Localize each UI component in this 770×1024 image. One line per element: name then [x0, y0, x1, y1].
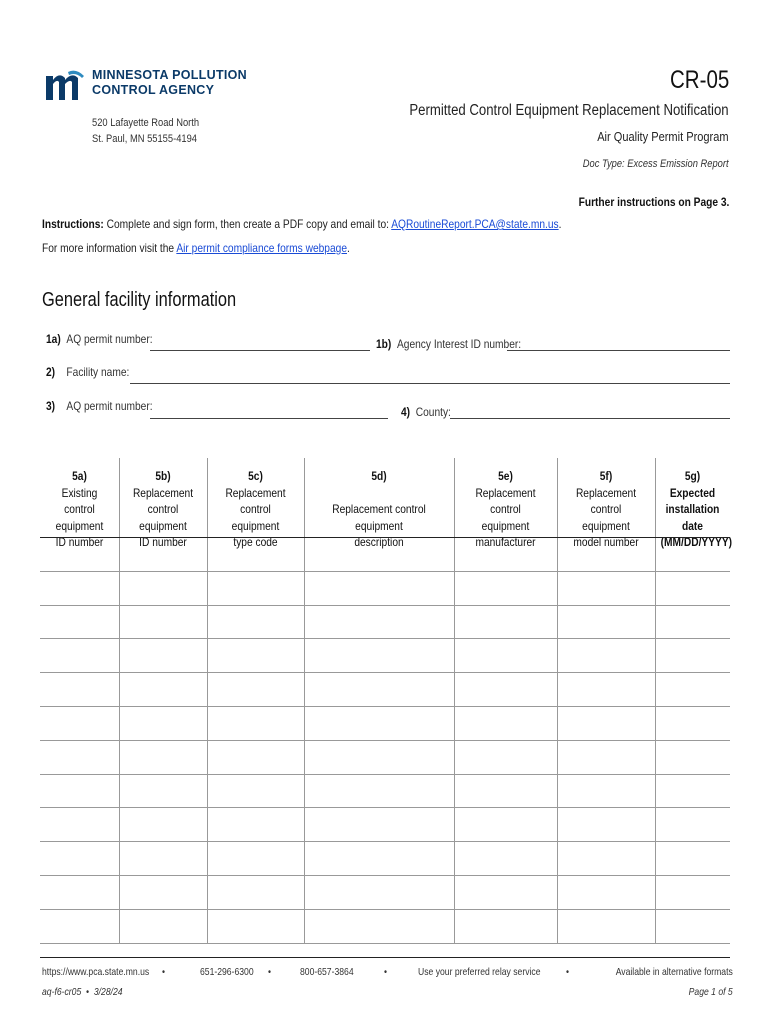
mpca-logo-icon [46, 70, 86, 100]
table-cell-input[interactable] [306, 539, 452, 569]
table-cell-input[interactable] [42, 573, 117, 603]
agency-interest-id-input[interactable] [507, 350, 730, 351]
table-cell-input[interactable] [456, 809, 555, 839]
table-cell-input[interactable] [42, 708, 117, 738]
table-row-rule [40, 909, 730, 910]
table-cell-input[interactable] [657, 674, 728, 704]
table-cell-input[interactable] [306, 843, 452, 873]
footer-bullet: • [566, 966, 570, 978]
instructions-text: Complete and sign form, then create a PDF copy and email to: [103, 217, 392, 231]
footer-bullet: • [268, 966, 272, 978]
table-cell-input[interactable] [456, 843, 555, 873]
column-label-line: equipment [231, 518, 280, 533]
footer-code: aq-f6-cr05 [42, 986, 82, 998]
footer-rule [40, 957, 730, 958]
table-cell-input[interactable] [456, 742, 555, 772]
table-cell-input[interactable] [559, 809, 653, 839]
agency-name-line2: CONTROL AGENCY [92, 83, 215, 97]
column-number: 5g) [684, 469, 701, 483]
field-2-label [46, 365, 129, 379]
table-cell-input[interactable] [42, 539, 117, 569]
footer-bullet: • [162, 966, 166, 978]
table-cell-input[interactable] [456, 573, 555, 603]
column-divider [304, 458, 305, 943]
column-label-line: description [354, 535, 404, 549]
table-cell-input[interactable] [42, 809, 117, 839]
facility-name-input[interactable] [130, 383, 730, 384]
field-2-number: 2) [46, 365, 56, 379]
column-label-line: equipment [55, 518, 104, 533]
table-cell-input[interactable] [456, 776, 555, 806]
county-input[interactable] [450, 418, 730, 419]
table-cell-input[interactable] [121, 843, 205, 873]
table-cell-input[interactable] [209, 809, 302, 839]
column-divider [557, 458, 558, 943]
table-cell-input[interactable] [209, 573, 302, 603]
table-cell-input[interactable] [559, 708, 653, 738]
table-row-rule [40, 807, 730, 808]
column-divider [655, 458, 656, 943]
table-cell-input[interactable] [121, 911, 205, 941]
footer-url[interactable]: https://www.pca.state.mn.us [42, 966, 150, 978]
table-cell-input[interactable] [559, 742, 653, 772]
table-cell-input[interactable] [121, 877, 205, 907]
footer-relay: Use your preferred relay service [418, 966, 541, 978]
instructions-end: . [558, 217, 562, 231]
table-cell-input[interactable] [456, 674, 555, 704]
footer-bullet: • [384, 966, 388, 978]
doc-type: Doc Type: Excess Emission Report [583, 158, 729, 170]
field-1a-label [46, 332, 153, 346]
field-1a-number: 1a) [46, 332, 61, 346]
table-cell-input[interactable] [121, 742, 205, 772]
table-cell-input[interactable] [456, 708, 555, 738]
column-divider [207, 458, 208, 943]
table-row-rule [40, 774, 730, 775]
table-cell-input[interactable] [657, 607, 728, 637]
table-cell-input[interactable] [209, 607, 302, 637]
field-1a-text: AQ permit number: [66, 332, 153, 346]
footer-formats: Available in alternative formats [615, 966, 733, 978]
table-cell-input[interactable] [42, 843, 117, 873]
column-number: 5a) [72, 469, 87, 483]
table-cell-input[interactable] [306, 640, 452, 670]
table-cell-input[interactable] [209, 843, 302, 873]
column-label-line: control equipment [139, 502, 187, 533]
table-cell-input[interactable] [306, 742, 452, 772]
form-title: Permitted Control Equipment Replacement Notification [409, 102, 729, 119]
field-4-number: 4) [401, 405, 411, 419]
table-cell-input[interactable] [42, 607, 117, 637]
table-cell-input[interactable] [456, 640, 555, 670]
footer-code-line [42, 986, 123, 998]
table-cell-input[interactable] [306, 877, 452, 907]
address-line1: 520 Lafayette Road North [92, 117, 200, 129]
instructions-line [42, 217, 561, 231]
column-number: 5f) [599, 469, 613, 483]
table-cell-input[interactable] [42, 776, 117, 806]
table-cell-input[interactable] [559, 539, 653, 569]
field-4-text: County: [415, 405, 451, 419]
table-cell-input[interactable] [42, 911, 117, 941]
field-1b-number: 1b) [376, 337, 392, 351]
table-row-rule [40, 672, 730, 673]
table-cell-input[interactable] [121, 809, 205, 839]
table-cell-input[interactable] [657, 742, 728, 772]
column-number: 5e) [498, 469, 513, 483]
field-1b-text: Agency Interest ID number: [396, 337, 522, 351]
column-number: 5c) [248, 469, 263, 483]
address-line2: St. Paul, MN 55155-4194 [92, 133, 198, 145]
form-id: CR-05 [669, 66, 729, 94]
table-cell-input[interactable] [657, 708, 728, 738]
column-label-line: installation date [665, 502, 720, 533]
header-rule [40, 537, 730, 538]
table-row-rule [40, 740, 730, 741]
column-label-line: Replacement [132, 485, 194, 500]
table-cell-input[interactable] [209, 776, 302, 806]
agency-address [92, 115, 199, 147]
table-cell-input[interactable] [559, 573, 653, 603]
table-row-rule [40, 605, 730, 606]
table-cell-input[interactable] [209, 742, 302, 772]
table-cell-input[interactable] [306, 809, 452, 839]
table-cell-input[interactable] [657, 911, 728, 941]
column-number: 5b) [155, 469, 171, 483]
table-row-rule [40, 706, 730, 707]
table-cell-input[interactable] [209, 877, 302, 907]
column-label-line: Replacement control [475, 485, 536, 516]
table-cell-input[interactable] [657, 640, 728, 670]
table-cell-input[interactable] [559, 911, 653, 941]
program-name: Air Quality Permit Program [597, 129, 729, 144]
section-title: General facility information [42, 289, 237, 311]
agency-name-line1: MINNESOTA POLLUTION [92, 68, 247, 82]
field-3-text: AQ permit number: [66, 399, 153, 413]
aq-permit-number-input[interactable] [150, 350, 370, 351]
table-cell-input[interactable] [559, 877, 653, 907]
field-4-label [401, 405, 451, 419]
column-label-line [315, 485, 443, 502]
table-cell-input[interactable] [121, 708, 205, 738]
column-label-line: ID number [55, 535, 104, 549]
column-label-line: Replacement control equipment [332, 502, 426, 533]
table-cell-input[interactable] [306, 776, 452, 806]
table-cell-input[interactable] [657, 573, 728, 603]
table-cell-input[interactable] [306, 708, 452, 738]
table-cell-input[interactable] [209, 708, 302, 738]
table-cell-input[interactable] [306, 911, 452, 941]
footer-phone2: 800-657-3864 [300, 966, 354, 978]
table-cell-input[interactable] [209, 911, 302, 941]
footer-page: Page 1 of 5 [688, 986, 733, 998]
field-3-number: 3) [46, 399, 56, 413]
column-label-line: equipment [582, 518, 630, 533]
column-label-line: manufacturer [475, 535, 536, 549]
footer-date: 3/28/24 [93, 986, 123, 998]
table-cell-input[interactable] [657, 539, 728, 569]
table-row-rule [40, 638, 730, 639]
more-info-line [42, 241, 350, 255]
table-cell-input[interactable] [657, 776, 728, 806]
table-cell-input[interactable] [121, 674, 205, 704]
column-label-line: Expected [669, 485, 716, 500]
column-divider [454, 458, 455, 943]
table-cell-input[interactable] [456, 607, 555, 637]
table-cell-input[interactable] [306, 674, 452, 704]
table-cell-input[interactable] [657, 809, 728, 839]
table-cell-input[interactable] [456, 877, 555, 907]
email-link[interactable]: AQRoutineReport.PCA@state.mn.us [391, 217, 559, 231]
table-cell-input[interactable] [306, 573, 452, 603]
table-cell-input[interactable] [209, 539, 302, 569]
table-row-rule [40, 943, 730, 944]
table-cell-input[interactable] [121, 539, 205, 569]
field-2-text: Facility name: [66, 365, 130, 379]
instructions-label: Instructions: [42, 217, 104, 231]
table-row-rule [40, 875, 730, 876]
table-cell-input[interactable] [209, 674, 302, 704]
table-cell-input[interactable] [559, 843, 653, 873]
compliance-forms-link[interactable]: Air permit compliance forms webpage [176, 241, 347, 255]
field-3-label [46, 399, 153, 413]
table-cell-input[interactable] [42, 742, 117, 772]
table-row-rule [40, 571, 730, 572]
column-label-line: ID number [139, 535, 187, 549]
table-cell-input[interactable] [42, 640, 117, 670]
table-cell-input[interactable] [209, 640, 302, 670]
column-label-line: (MM/DD/YYYY) [660, 535, 733, 549]
column-label-line: model number [573, 535, 639, 549]
more-info-text: For more information visit the [42, 241, 177, 255]
further-instructions: Further instructions on Page 3. [578, 195, 729, 209]
column-label-line: type code [233, 535, 278, 549]
table-cell-input[interactable] [456, 911, 555, 941]
table-cell-input[interactable] [559, 776, 653, 806]
table-cell-input[interactable] [559, 607, 653, 637]
field-1b-label [376, 337, 521, 351]
footer-bullet: • [86, 986, 90, 998]
table-cell-input[interactable] [559, 640, 653, 670]
column-divider [119, 458, 120, 943]
table-cell-input[interactable] [121, 640, 205, 670]
column-label-line: Replacement control [575, 485, 637, 516]
more-info-end: . [346, 241, 350, 255]
table-cell-input[interactable] [121, 776, 205, 806]
column-label-line: Replacement control [225, 485, 286, 516]
table-cell-input[interactable] [121, 573, 205, 603]
table-cell-input[interactable] [657, 843, 728, 873]
table-cell-input[interactable] [559, 674, 653, 704]
footer-phone1: 651-296-6300 [200, 966, 254, 978]
column-label-line: Existing control [61, 485, 98, 516]
column-number: 5d) [371, 469, 387, 483]
table-cell-input[interactable] [657, 877, 728, 907]
table-row-rule [40, 841, 730, 842]
table-cell-input[interactable] [42, 674, 117, 704]
table-cell-input[interactable] [121, 607, 205, 637]
table-cell-input[interactable] [456, 539, 555, 569]
table-cell-input[interactable] [306, 607, 452, 637]
column-label-line: equipment [481, 518, 530, 533]
aq-permit-number-2-input[interactable] [150, 418, 388, 419]
table-cell-input[interactable] [42, 877, 117, 907]
